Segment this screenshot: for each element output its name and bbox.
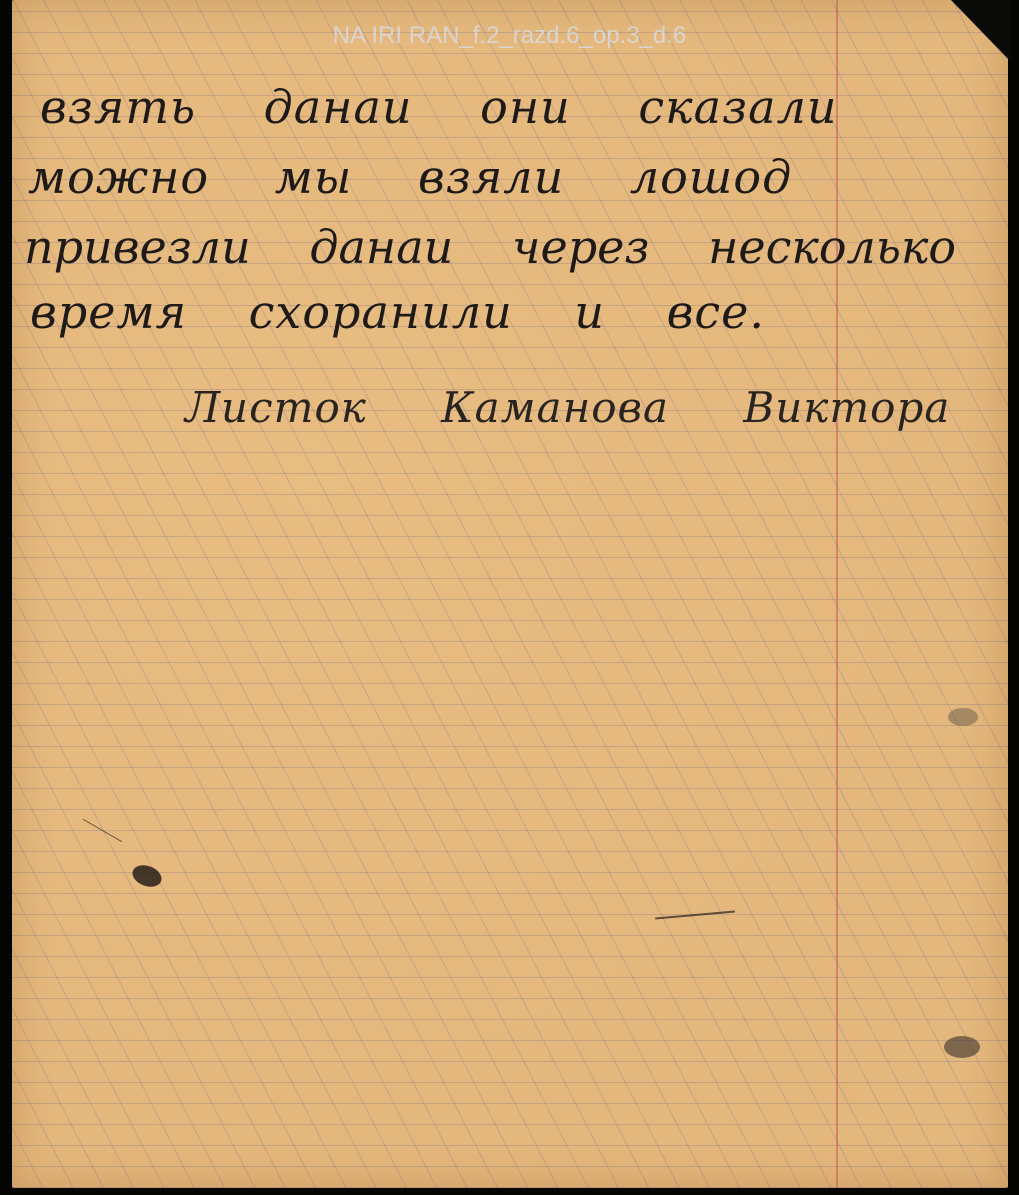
paper-stain xyxy=(948,708,978,726)
handwritten-line-1: взять данаи они сказали xyxy=(40,80,838,134)
paper-stain xyxy=(944,1036,980,1058)
handwritten-line-3: привезли данаи через несколько xyxy=(24,220,957,274)
handwritten-line-4: время схоранили и все. xyxy=(30,285,766,339)
archive-stamp: NA IRI RAN_f.2_razd.6_op.3_d.6 xyxy=(332,22,687,49)
margin-rule xyxy=(836,0,838,1188)
handwritten-line-2: можно мы взяли лошод xyxy=(28,150,793,204)
signature-line: Листок Каманова Виктора xyxy=(185,383,951,432)
